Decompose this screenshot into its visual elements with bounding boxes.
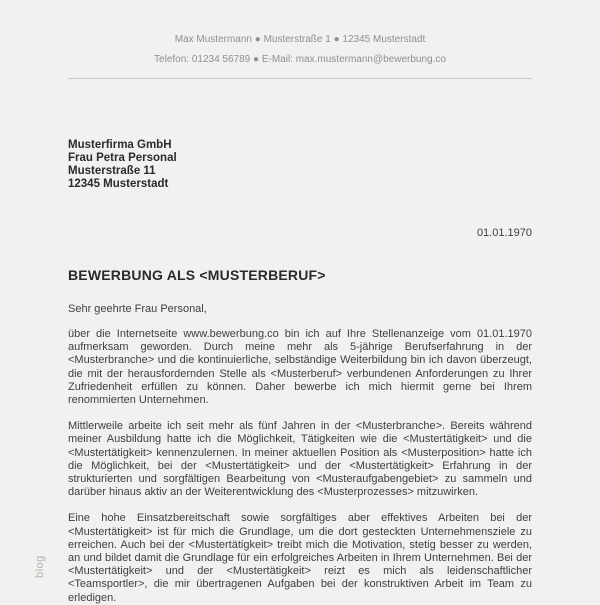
body-paragraph-1: über die Internetseite www.bewerbung.co bin ich auf Ihre Stellenanzeige vom 01.01.1970 aufmerksam geworden. Durch meine mehr als 5-jährige Berufserfahrung in der <Musterbranche> und die kontinuierliche, selbständige Weiterbildung bin ich davon überzeugt, die mit der herausfordernden Stelle als <Musterberuf> verbundenen Anforderungen zu Ihrer Zufriedenheit erfüllen zu können. Daher bewerbe ich mich hiermit gerne bei Ihrem renommierten Unternehmen. bbox=[68, 328, 532, 407]
subject-line: BEWERBUNG ALS <MUSTERBERUF> bbox=[68, 267, 326, 283]
salutation: Sehr geehrte Frau Personal, bbox=[68, 303, 207, 315]
blog-watermark: blog bbox=[34, 555, 46, 578]
body-paragraph-2: Mittlerweile arbeite ich seit mehr als fünf Jahren in der <Musterbranche>. Bereits während meiner Ausbildung hatte ich die Möglichkeit, Tätigkeiten wie die <Mustertätigkeit> und die <Mustertätigkeit> kennenzulernen. In meiner aktuellen Position als <Musterposition> hatte ich die Möglichkeit, bei der <Mustertätigkeit> und der <Mustertätigkeit> Erfahrung in der strukturierten und sorgfältigen Bearbeitung von <Musteraufgabengebiet> zu sammeln und darüber hinaus aktiv an der Weiterentwicklung des <Musterprozesses> mitzuwirken. bbox=[68, 420, 532, 499]
sender-address-line: Max Mustermann ● Musterstraße 1 ● 12345 Musterstadt bbox=[174, 34, 426, 45]
recipient-street: Musterstraße 11 bbox=[68, 165, 156, 177]
recipient-contact-person: Frau Petra Personal bbox=[68, 152, 177, 164]
body-paragraph-3: Eine hohe Einsatzbereitschaft sowie sorgfältiges aber effektives Arbeiten bei der <Mustertätigkeit> ist für mich die Grundlage, um die dort gesteckten Unternehmensziele zu erreichen. Auch bei der <Mustertätigkeit> treibt mich die Motivation, stetig besser zu werden, an und bildet damit die Grundlage für ein erfolgreiches Arbeiten in Ihrem Unternehmen. Bei der <Mustertätigkeit> und der <Mustertätigkeit> reizt es mich als leidenschaftlicher <Teamsportler>, die mir übertragenen Aufgaben bei der konstruktiven Arbeit im Team zu erledigen. bbox=[68, 512, 532, 604]
sender-contact-line: Telefon: 01234 56789 ● E-Mail: max.mustermann@bewerbung.co bbox=[154, 54, 446, 65]
letter-date: 01.01.1970 bbox=[476, 227, 532, 239]
sender-header bbox=[68, 0, 532, 70]
recipient-address-block bbox=[68, 139, 532, 191]
letter-page bbox=[68, 0, 532, 605]
recipient-city: 12345 Musterstadt bbox=[68, 178, 169, 190]
header-divider bbox=[68, 78, 532, 79]
recipient-company: Musterfirma GmbH bbox=[68, 139, 172, 151]
